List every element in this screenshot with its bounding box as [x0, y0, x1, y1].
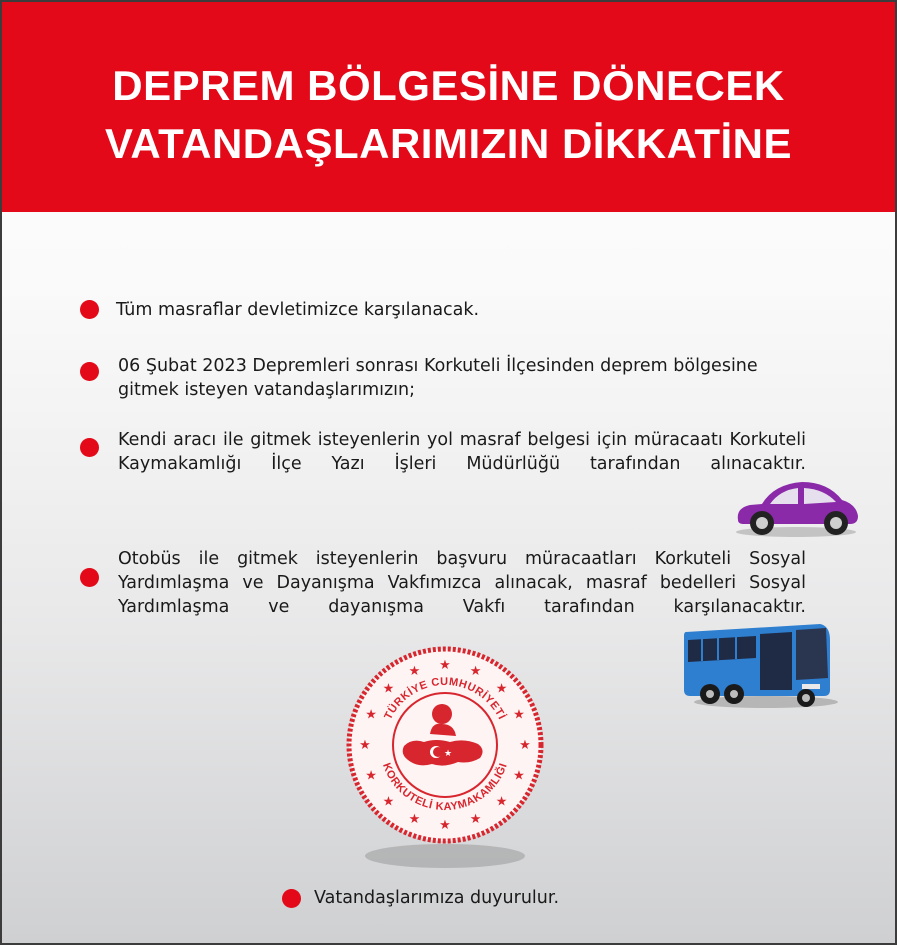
item-line: 06 Şubat 2023 Depremleri sonrası Korkuteli İlçesinden deprem bölgesine	[118, 356, 758, 376]
item-line: Kaymakamlığı İlçe Yazı İşleri Müdürlüğü tarafından alınacaktır.	[118, 454, 806, 474]
item-line: Yardımlaşma ve dayanışma Vakfı tarafından karşılanacaktır.	[118, 597, 806, 617]
seal-star-icon: ★	[408, 811, 421, 827]
seal-star-icon: ★	[365, 707, 377, 723]
list-item	[118, 354, 818, 402]
item-line: Tüm masraflar devletimizce karşılanacak.	[116, 300, 480, 320]
bullet-icon	[80, 438, 99, 457]
seal-star-icon: ★	[495, 794, 508, 810]
seal-star-icon: ★	[439, 658, 451, 673]
seal-star-icon: ★	[513, 768, 525, 784]
svg-text:★: ★	[444, 749, 453, 759]
seal-star-icon: ★	[365, 768, 377, 784]
item-line: Yardımlaşma ve Dayanışma Vakfımızca alınacak, masraf bedelleri Sosyal	[118, 573, 806, 593]
list-item	[116, 298, 816, 322]
seal-star-icon: ★	[495, 681, 508, 697]
bullet-icon	[80, 300, 99, 319]
bullet-icon	[80, 568, 99, 587]
seal-star-icon: ★	[513, 707, 525, 723]
list-item	[118, 428, 806, 476]
item-line: Otobüs ile gitmek isteyenlerin başvuru müracaatları Korkuteli Sosyal	[118, 549, 806, 569]
seal-star-icon: ★	[469, 664, 482, 680]
seal-star-icon: ★	[359, 738, 371, 753]
bus-icon	[680, 618, 840, 710]
seal-bottom-text: KORKUTELİ KAYMAKAMLIĞI	[380, 761, 510, 814]
seal-star-icon: ★	[439, 818, 451, 833]
title-line-1: DEPREM BÖLGESİNE DÖNECEK	[112, 62, 785, 109]
header-banner	[2, 2, 895, 212]
page-title	[2, 57, 895, 173]
bullet-icon	[282, 889, 301, 908]
item-line: gitmek isteyen vatandaşlarımızın;	[118, 380, 416, 400]
item-line: Kendi aracı ile gitmek isteyenlerin yol masraf belgesi için müracaatı Korkuteli	[118, 430, 806, 450]
bullet-icon	[80, 362, 99, 381]
seal-top-text: TÜRKİYE CUMHURİYETİ	[382, 675, 508, 722]
seal-icon	[332, 642, 558, 872]
car-icon	[732, 478, 862, 538]
list-item	[118, 547, 806, 619]
footer-text: Vatandaşlarımıza duyurulur.	[314, 888, 560, 908]
seal-star-icon: ★	[469, 811, 482, 827]
title-line-2: VATANDAŞLARIMIZIN DİKKATİNE	[105, 120, 792, 167]
seal-star-icon: ★	[408, 664, 421, 680]
seal-star-icon: ★	[519, 738, 531, 753]
seal-star-icon: ★	[382, 681, 395, 697]
seal-star-icon: ★	[382, 794, 395, 810]
